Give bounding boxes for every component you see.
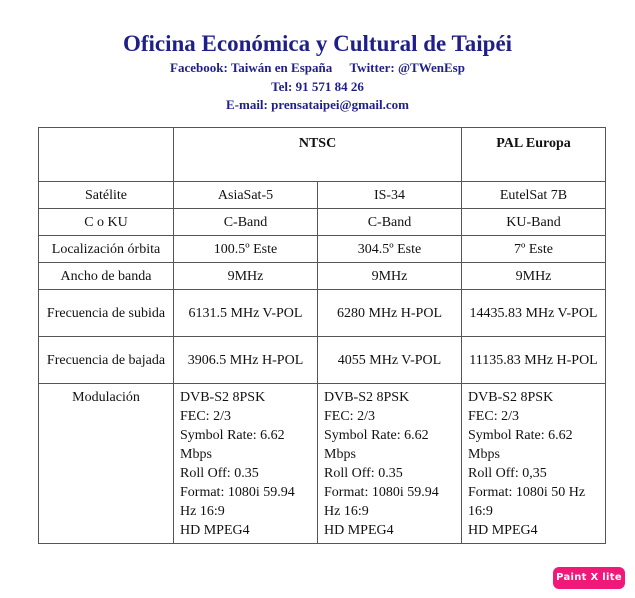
row-label: Satélite <box>39 182 174 209</box>
table-cell: 6280 MHz H-POL <box>318 290 462 337</box>
table-row <box>39 263 606 290</box>
mod-line: Roll Off: 0,35 <box>468 466 547 481</box>
table-cell: 9MHz <box>174 263 318 290</box>
table-cell: 14435.83 MHz V-POL <box>462 290 606 337</box>
paint-x-lite-watermark: Paint X lite <box>553 567 625 589</box>
mod-line: Roll Off: 0.35 <box>324 466 403 481</box>
table-row <box>39 182 606 209</box>
social-line <box>0 60 635 76</box>
mod-line: Symbol Rate: 6.62 Mbps <box>324 428 429 462</box>
table-cell: EutelSat 7B <box>462 182 606 209</box>
mod-line: DVB-S2 8PSK <box>468 390 554 405</box>
mod-line: Format: 1080i 50 Hz 16:9 <box>468 485 586 519</box>
modulation-cell <box>174 384 318 544</box>
table-cell: 9MHz <box>462 263 606 290</box>
table-row <box>39 290 606 337</box>
phone-text: Tel: 91 571 84 26 <box>271 79 364 94</box>
modulation-cell <box>462 384 606 544</box>
header-cell-ntsc: NTSC <box>174 128 462 182</box>
row-label: Frecuencia de bajada <box>39 337 174 384</box>
mod-line: FEC: 2/3 <box>180 409 231 424</box>
table-cell: 100.5º Este <box>174 236 318 263</box>
table-cell: KU-Band <box>462 209 606 236</box>
table-cell: 7º Este <box>462 236 606 263</box>
mod-line: Symbol Rate: 6.62 Mbps <box>468 428 573 462</box>
table-cell: C-Band <box>174 209 318 236</box>
page-title: Oficina Económica y Cultural de Taipéi <box>122 31 513 56</box>
table-cell: 6131.5 MHz V-POL <box>174 290 318 337</box>
row-label: Ancho de banda <box>39 263 174 290</box>
row-label: Localización órbita <box>39 236 174 263</box>
mod-line: DVB-S2 8PSK <box>180 390 266 405</box>
table-cell: C-Band <box>318 209 462 236</box>
modulation-row <box>39 384 606 544</box>
row-label: Frecuencia de subida <box>39 290 174 337</box>
mod-line: HD MPEG4 <box>180 523 250 538</box>
specs-table <box>38 127 606 544</box>
table-cell: AsiaSat-5 <box>174 182 318 209</box>
table-row <box>39 236 606 263</box>
header-cell-empty <box>39 128 174 182</box>
mod-line: Symbol Rate: 6.62 Mbps <box>180 428 285 462</box>
mod-line: HD MPEG4 <box>324 523 394 538</box>
header-cell-pal: PAL Europa <box>462 128 606 182</box>
mod-line: HD MPEG4 <box>468 523 538 538</box>
mod-line: Roll Off: 0.35 <box>180 466 259 481</box>
facebook-text: Facebook: Taiwán en España <box>170 60 333 75</box>
row-label: Modulación <box>39 384 174 544</box>
table-cell: 304.5º Este <box>318 236 462 263</box>
table-cell: 11135.83 MHz H-POL <box>462 337 606 384</box>
modulation-cell <box>318 384 462 544</box>
table-row <box>39 337 606 384</box>
email-text: E-mail: prensataipei@gmail.com <box>225 97 409 112</box>
twitter-text: Twitter: @TWenEsp <box>349 60 465 75</box>
table-header-row <box>39 128 606 182</box>
mod-line: DVB-S2 8PSK <box>324 390 410 405</box>
table-row <box>39 209 606 236</box>
mod-line: Format: 1080i 59.94 Hz 16:9 <box>324 485 439 519</box>
mod-line: FEC: 2/3 <box>324 409 375 424</box>
row-label: C o KU <box>39 209 174 236</box>
table-cell: IS-34 <box>318 182 462 209</box>
mod-line: FEC: 2/3 <box>468 409 519 424</box>
mod-line: Format: 1080i 59.94 Hz 16:9 <box>180 485 295 519</box>
table-cell: 3906.5 MHz H-POL <box>174 337 318 384</box>
table-cell: 4055 MHz V-POL <box>318 337 462 384</box>
table-cell: 9MHz <box>318 263 462 290</box>
